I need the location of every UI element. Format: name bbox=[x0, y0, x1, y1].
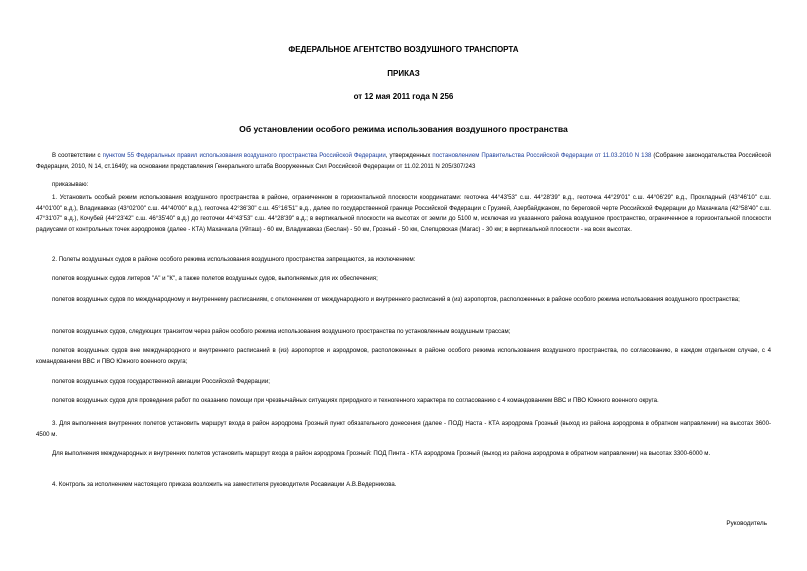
document-title: Об установлении особого режима использования воздушного пространства bbox=[239, 124, 568, 134]
exception-item: полетов воздушных судов государственной авиации Российской Федерации; bbox=[52, 378, 270, 385]
rules-link[interactable]: пунктом 55 Федеральных правил использования воздушного пространства Российской Федерации bbox=[102, 152, 386, 159]
exception-item: полетов воздушных судов литеров "А" и "К", а также полетов воздушных судов, выполняемых для их обеспечения; bbox=[52, 275, 378, 282]
government-decree-link[interactable]: постановлением Правительства Российской Федерации от 11.03.2010 N 138 bbox=[432, 152, 652, 159]
document-date-number: от 12 мая 2011 года N 256 bbox=[353, 92, 454, 101]
exception-item: полетов воздушных судов вне международного и внутреннего расписаний в (из) аэропортов и аэродромов, расположенных в районе особого режима использования воздушного пространства, по согласованию, в каждом отдельном случае, с 4 командованием ВВС и ПВО Южного военного округа; bbox=[36, 347, 771, 365]
intro-text-1: В соответствии с bbox=[52, 152, 103, 159]
exception-item: полетов воздушных судов для проведения работ по оказанию помощи при чрезвычайных ситуациях природного и техногенного характера по согласованию с 4 командованием ВВС и ПВО Южного военного округа. bbox=[52, 397, 659, 404]
exception-item: полетов воздушных судов по международному и внутреннему расписаниям, с отклонением от международного и внутреннего расписаний в (из) аэропортов, расположенных в районе особого режима использования воздушного пространства; bbox=[52, 296, 740, 303]
document-type: ПРИКАЗ bbox=[387, 69, 420, 78]
paragraph-1: 1. Установить особый режим использования воздушного пространства в районе, ограниченном в горизонтальной плоскости координатами: геоточка 44°43'53" с.ш. 44°28'39" в.д., геоточка 44°29'01" с.ш. 44°06'29" в.д., Прохладный (43°46'10" с.ш. 44°01'00" в.д.), Владикавказ (43°02'00" с.ш. 44°40'00" в.д.), геоточка 42°36'30" с.ш. 45°16'51" в.д., далее по государственной границе Российской Федерации с Грузией, Азербайджаном, по береговой черте Российской Федерации до Махачкала (42°58'40" с.ш. 47°31'07" в.д.), Кочубей (44°23'42" с.ш. 46°35'40" в.д.) до геоточки 44°43'53" с.ш. 44°28'39" в.д.; в вертикальной плоскости на высотах от земли до 5100 м, исключая из указанного района воздушное пространство, ограниченное в горизонтальной плоскости радиусами от контрольных точек аэродромов (далее - КТА) Махачкала (Уйташ) - 60 км, Владикавказ (Беслан) - 50 км, Грозный - 50 км, Слепцовская (Магас) - 30 км; в вертикальной плоскости - на всех высотах. bbox=[36, 194, 771, 233]
intro-text-2: , утвержденных bbox=[385, 152, 433, 159]
agency-name: ФЕДЕРАЛЬНОЕ АГЕНТСТВО ВОЗДУШНОГО ТРАНСПОРТА bbox=[288, 45, 519, 54]
intro-paragraph bbox=[36, 151, 771, 172]
paragraph-3-continued: Для выполнения международных и внутренних полетов установить маршрут входа в район аэродрома Грозный: ПОД Пинта - КТА аэродрома Грозный (выход из района аэродрома в обратном направлении) на высотах 3300-6000 м. bbox=[52, 450, 711, 457]
exception-item: полетов воздушных судов, следующих транзитом через район особого режима использования воздушного пространства по установленным воздушным трассам; bbox=[52, 328, 511, 335]
paragraph-3: 3. Для выполнения внутренних полетов установить маршрут входа в район аэродрома Грозный пункт обязательного донесения (далее - ПОД) Наста - КТА аэродрома Грозный (выход из района аэродрома в обратном направлении) на высотах 3600-4500 м. bbox=[36, 420, 771, 438]
signature-title: Руководитель bbox=[726, 520, 767, 527]
intro-text-3: (Собрание законодательства Российской Федерации, 2010, N 14, ст.1649); на основании представления Генерального штаба Вооруженных Сил Российской Федерации от 11.02.2011 N 205/307/243 bbox=[36, 152, 771, 170]
paragraph-2: 2. Полеты воздушных судов в районе особого режима использования воздушного пространства запрещаются, за исключением: bbox=[52, 256, 416, 263]
order-word: приказываю: bbox=[52, 181, 89, 188]
paragraph-4: 4. Контроль за исполнением настоящего приказа возложить на заместителя руководителя Росавиации А.В.Ведерникова. bbox=[52, 481, 397, 488]
